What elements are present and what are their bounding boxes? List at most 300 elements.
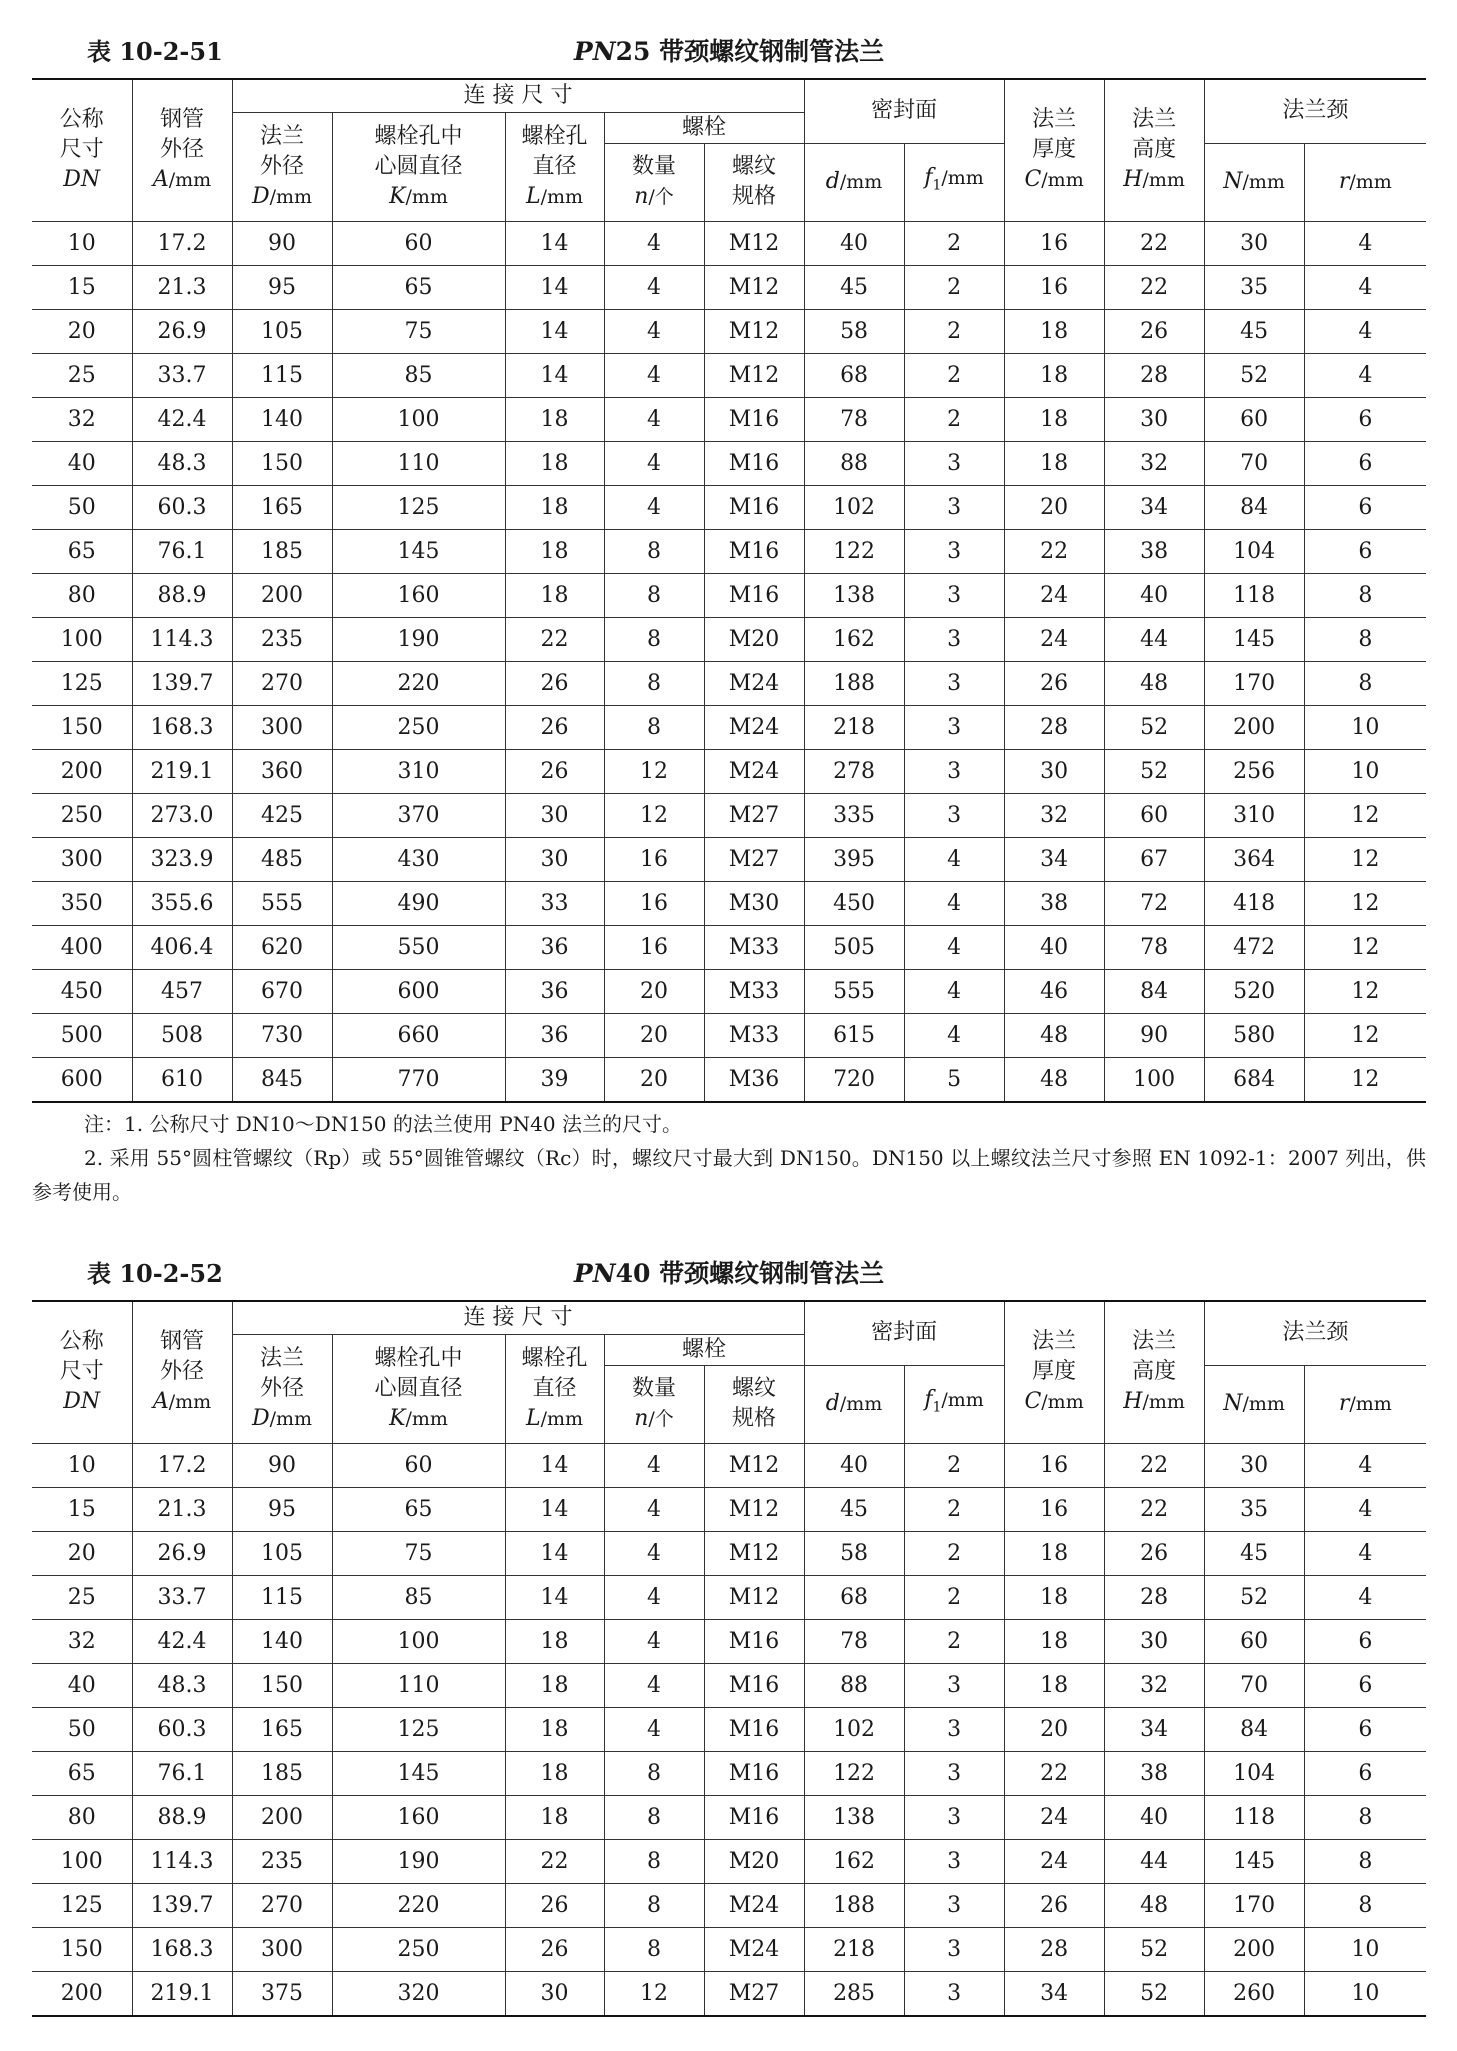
table-cell: 4 (604, 1575, 704, 1619)
table-cell: 418 (1204, 881, 1304, 925)
table-cell: 48.3 (132, 441, 232, 485)
table-cell: 125 (32, 1883, 132, 1927)
table-cell: 138 (804, 573, 904, 617)
table-notes (32, 1107, 1426, 1209)
table-cell: 85 (332, 1575, 505, 1619)
table-cell: 188 (804, 661, 904, 705)
table-cell: 104 (1204, 529, 1304, 573)
table-cell: 50 (32, 1707, 132, 1751)
table-cell: 24 (1004, 573, 1104, 617)
table-cell: 16 (1004, 221, 1104, 265)
table-cell: 6 (1304, 1751, 1426, 1795)
table-cell: 3 (904, 1927, 1004, 1971)
table-cell: 32 (1104, 441, 1204, 485)
table-cell: 8 (604, 1795, 704, 1839)
col-header-seal-d: d/mm (804, 1365, 904, 1443)
table-cell: 34 (1104, 485, 1204, 529)
table-cell: 360 (232, 749, 332, 793)
table-cell: 100 (332, 397, 505, 441)
table-row (32, 1443, 1426, 1487)
table-cell: 114.3 (132, 617, 232, 661)
table-cell: 165 (232, 1707, 332, 1751)
table-cell: M20 (704, 1839, 804, 1883)
table-row (32, 969, 1426, 1013)
table-cell: 300 (232, 705, 332, 749)
table-cell: 78 (1104, 925, 1204, 969)
table-cell: 76.1 (132, 1751, 232, 1795)
table-cell: 60 (332, 221, 505, 265)
table-cell: 4 (1304, 1531, 1426, 1575)
table-cell: 770 (332, 1057, 505, 1102)
table-cell: 2 (904, 397, 1004, 441)
table-cell: 8 (604, 661, 704, 705)
table-cell: 48 (1104, 661, 1204, 705)
table-cell: 2 (904, 1575, 1004, 1619)
table-cell: 48 (1004, 1013, 1104, 1057)
table-cell: 2 (904, 221, 1004, 265)
table-row (32, 397, 1426, 441)
table-cell: 26 (505, 1883, 604, 1927)
table-cell: M12 (704, 1443, 804, 1487)
table-row (32, 1487, 1426, 1531)
table-cell: 16 (604, 837, 704, 881)
table-cell: 730 (232, 1013, 332, 1057)
table-cell: M12 (704, 309, 804, 353)
table-body (32, 221, 1426, 1102)
table-cell: 139.7 (132, 1883, 232, 1927)
table-cell: M16 (704, 1795, 804, 1839)
table-cell: 52 (1204, 1575, 1304, 1619)
table-cell: M12 (704, 1575, 804, 1619)
col-header-seal-face: 密封面 (804, 79, 1004, 143)
table-cell: 40 (32, 1663, 132, 1707)
table-cell: 100 (32, 1839, 132, 1883)
table-row (32, 265, 1426, 309)
table-cell: 90 (232, 1443, 332, 1487)
table-cell: 555 (232, 881, 332, 925)
table-cell: 18 (505, 529, 604, 573)
table-cell: 65 (32, 529, 132, 573)
col-header-flange-od: 法兰 外径 D/mm (232, 1334, 332, 1443)
table-cell: 4 (904, 837, 1004, 881)
table-cell: 8 (604, 1751, 704, 1795)
table-cell: M12 (704, 221, 804, 265)
table-cell: M24 (704, 1883, 804, 1927)
table-row (32, 1057, 1426, 1102)
col-header-pipe-od: 钢管 外径 A/mm (132, 79, 232, 221)
table-cell: 14 (505, 1531, 604, 1575)
table-cell: 2 (904, 1531, 1004, 1575)
table-cell: 145 (332, 529, 505, 573)
table-cell: 14 (505, 353, 604, 397)
table-cell: 24 (1004, 1839, 1104, 1883)
table-cell: 6 (1304, 397, 1426, 441)
table-cell: 18 (1004, 441, 1104, 485)
table-header (32, 1301, 1426, 1443)
table-cell: 25 (32, 353, 132, 397)
table-cell: M24 (704, 705, 804, 749)
table-cell: 140 (232, 397, 332, 441)
table-cell: 32 (32, 1619, 132, 1663)
table-cell: 4 (604, 1619, 704, 1663)
table-cell: 85 (332, 353, 505, 397)
table-cell: 4 (604, 485, 704, 529)
table-cell: 10 (32, 1443, 132, 1487)
table-cell: 508 (132, 1013, 232, 1057)
table-cell: 44 (1104, 1839, 1204, 1883)
table-cell: 12 (1304, 793, 1426, 837)
col-header-neck-r: r/mm (1304, 1365, 1426, 1443)
table-cell: 60.3 (132, 485, 232, 529)
table-cell: 88.9 (132, 1795, 232, 1839)
table-cell: 40 (804, 221, 904, 265)
table-cell: 30 (1204, 221, 1304, 265)
table-cell: 68 (804, 1575, 904, 1619)
table-row (32, 793, 1426, 837)
table-cell: 70 (1204, 441, 1304, 485)
table-cell: 67 (1104, 837, 1204, 881)
flange-table (32, 1300, 1426, 2017)
table-cell: 33.7 (132, 1575, 232, 1619)
table-cell: 18 (505, 1751, 604, 1795)
table-cell: 355.6 (132, 881, 232, 925)
table-cell: 4 (604, 221, 704, 265)
table-cell: 28 (1004, 705, 1104, 749)
table-cell: 60 (1104, 793, 1204, 837)
table-cell: 34 (1004, 1971, 1104, 2016)
table-cell: 26.9 (132, 309, 232, 353)
table-cell: 310 (332, 749, 505, 793)
table-cell: 4 (1304, 221, 1426, 265)
table-cell: 100 (32, 617, 132, 661)
table-cell: 115 (232, 353, 332, 397)
table-cell: 95 (232, 1487, 332, 1531)
table-cell: 22 (1104, 265, 1204, 309)
table-cell: 310 (1204, 793, 1304, 837)
col-header-bolt-count: 数量 n/个 (604, 1365, 704, 1443)
table-cell: M33 (704, 925, 804, 969)
table-cell: 33 (505, 881, 604, 925)
table-cell: 4 (1304, 353, 1426, 397)
table-cell: M33 (704, 969, 804, 1013)
table-cell: 22 (1104, 1487, 1204, 1531)
table-cell: 270 (232, 661, 332, 705)
table-cell: 24 (1004, 617, 1104, 661)
col-header-seal-f1: $f_1/mm$ (904, 1365, 1004, 1443)
table-cell: 30 (1204, 1443, 1304, 1487)
table-cell: 118 (1204, 573, 1304, 617)
table-cell: 2 (904, 1443, 1004, 1487)
table-cell: 4 (1304, 1575, 1426, 1619)
table-cell: 114.3 (132, 1839, 232, 1883)
table-cell: 16 (1004, 1443, 1104, 1487)
table-row (32, 1927, 1426, 1971)
table-cell: 22 (1004, 529, 1104, 573)
table-cell: 65 (32, 1751, 132, 1795)
table-cell: 188 (804, 1883, 904, 1927)
table-cell: 48 (1004, 1057, 1104, 1102)
table-cell: 38 (1004, 881, 1104, 925)
table-cell: 4 (604, 397, 704, 441)
table-cell: 350 (32, 881, 132, 925)
table-cell: 26 (505, 749, 604, 793)
col-header-neck-r: r/mm (1304, 143, 1426, 221)
table-cell: 406.4 (132, 925, 232, 969)
table-cell: 4 (904, 969, 1004, 1013)
table-cell: 42.4 (132, 397, 232, 441)
table-cell: 40 (1104, 573, 1204, 617)
table-cell: 8 (1304, 617, 1426, 661)
table-cell: 4 (604, 1487, 704, 1531)
table-row (32, 1663, 1426, 1707)
table-cell: 102 (804, 1707, 904, 1751)
table-row (32, 1707, 1426, 1751)
col-header-bolt: 螺栓 (604, 1334, 804, 1365)
table-cell: M12 (704, 353, 804, 397)
table-cell: 38 (1104, 529, 1204, 573)
table-row (32, 1531, 1426, 1575)
table-cell: 4 (604, 309, 704, 353)
table-cell: 36 (505, 1013, 604, 1057)
table-cell: 78 (804, 397, 904, 441)
table-cell: 140 (232, 1619, 332, 1663)
table-cell: 219.1 (132, 1971, 232, 2016)
table-cell: 21.3 (132, 265, 232, 309)
table-cell: 150 (232, 441, 332, 485)
table-cell: 6 (1304, 1663, 1426, 1707)
table-cell: 18 (505, 1707, 604, 1751)
table-cell: 168.3 (132, 705, 232, 749)
col-header-thickness: 法兰 厚度 C/mm (1004, 79, 1104, 221)
table-cell: 395 (804, 837, 904, 881)
table-cell: 20 (604, 1057, 704, 1102)
table-row (32, 1795, 1426, 1839)
table-cell: 10 (1304, 749, 1426, 793)
table-cell: 2 (904, 309, 1004, 353)
table-cell: 18 (505, 1795, 604, 1839)
table-cell: 218 (804, 705, 904, 749)
table-cell: 30 (505, 837, 604, 881)
note-1: 注：1. 公称尺寸 DN10～DN150 的法兰使用 PN40 法兰的尺寸。 (84, 1111, 682, 1136)
table-cell: 600 (32, 1057, 132, 1102)
table-number: 表 10-2-51 (87, 37, 223, 66)
table-row (32, 485, 1426, 529)
table-cell: 6 (1304, 441, 1426, 485)
table-cell: 4 (604, 1443, 704, 1487)
table-cell: 190 (332, 617, 505, 661)
table-row (32, 353, 1426, 397)
table-cell: 125 (32, 661, 132, 705)
table-cell: 88 (804, 441, 904, 485)
table-cell: 450 (804, 881, 904, 925)
table-cell: 32 (32, 397, 132, 441)
table-cell: 17.2 (132, 1443, 232, 1487)
table-cell: M16 (704, 1619, 804, 1663)
table-cell: 170 (1204, 661, 1304, 705)
table-row (32, 749, 1426, 793)
table-cell: 4 (1304, 1487, 1426, 1531)
table-cell: 40 (32, 441, 132, 485)
table-cell: 3 (904, 749, 1004, 793)
table-block-pn40 (32, 1250, 1426, 2017)
table-cell: 30 (505, 1971, 604, 2016)
table-cell: 235 (232, 617, 332, 661)
col-header-bolt-hole: 螺栓孔 直径 L/mm (505, 1334, 604, 1443)
table-cell: 40 (804, 1443, 904, 1487)
col-header-thread-spec: 螺纹 规格 (704, 1365, 804, 1443)
table-row (32, 925, 1426, 969)
table-cell: 26 (505, 705, 604, 749)
col-header-neck-n: N/mm (1204, 143, 1304, 221)
table-cell: 6 (1304, 1707, 1426, 1751)
table-cell: 457 (132, 969, 232, 1013)
table-cell: 58 (804, 1531, 904, 1575)
table-cell: M20 (704, 617, 804, 661)
table-cell: 12 (604, 1971, 704, 2016)
table-cell: 3 (904, 1663, 1004, 1707)
table-cell: 200 (32, 1971, 132, 2016)
table-cell: 162 (804, 617, 904, 661)
col-header-flange-od: 法兰 外径 D/mm (232, 112, 332, 221)
col-header-dn: 公称 尺寸 DN (32, 1301, 132, 1443)
table-cell: 4 (604, 1707, 704, 1751)
col-header-bolt-circle: 螺栓孔中 心圆直径 K/mm (332, 1334, 505, 1443)
table-row (32, 1839, 1426, 1883)
table-cell: 65 (332, 1487, 505, 1531)
table-cell: 278 (804, 749, 904, 793)
col-header-bolt: 螺栓 (604, 112, 804, 143)
table-cell: 84 (1104, 969, 1204, 1013)
col-header-dn: 公称 尺寸 DN (32, 79, 132, 221)
table-cell: 14 (505, 1443, 604, 1487)
table-row (32, 309, 1426, 353)
table-cell: 40 (1004, 925, 1104, 969)
table-row (32, 573, 1426, 617)
col-header-thickness: 法兰 厚度 C/mm (1004, 1301, 1104, 1443)
table-cell: 200 (232, 1795, 332, 1839)
table-cell: M27 (704, 1971, 804, 2016)
table-cell: 18 (1004, 1575, 1104, 1619)
table-cell: 44 (1104, 617, 1204, 661)
table-cell: 6 (1304, 529, 1426, 573)
table-cell: 18 (1004, 353, 1104, 397)
table-cell: 28 (1004, 1927, 1104, 1971)
table-cell: 2 (904, 1487, 1004, 1531)
table-cell: 2 (904, 1619, 1004, 1663)
table-cell: 4 (604, 441, 704, 485)
table-header (32, 79, 1426, 221)
col-header-neck: 法兰颈 (1204, 1301, 1426, 1365)
table-cell: 35 (1204, 1487, 1304, 1531)
table-cell: 24 (1004, 1795, 1104, 1839)
table-cell: 472 (1204, 925, 1304, 969)
table-cell: 3 (904, 1839, 1004, 1883)
table-cell: M16 (704, 1751, 804, 1795)
table-cell: 90 (232, 221, 332, 265)
table-title: PN25 带颈螺纹钢制管法兰 (573, 37, 885, 66)
table-cell: 375 (232, 1971, 332, 2016)
table-cell: 4 (604, 1663, 704, 1707)
table-cell: 52 (1204, 353, 1304, 397)
table-cell: 3 (904, 529, 1004, 573)
table-cell: 18 (505, 397, 604, 441)
table-cell: 18 (505, 1619, 604, 1663)
table-cell: 270 (232, 1883, 332, 1927)
table-cell: 256 (1204, 749, 1304, 793)
table-cell: 3 (904, 441, 1004, 485)
table-cell: 36 (505, 925, 604, 969)
col-header-pipe-od: 钢管 外径 A/mm (132, 1301, 232, 1443)
table-cell: 320 (332, 1971, 505, 2016)
table-cell: 8 (604, 573, 704, 617)
table-cell: M16 (704, 485, 804, 529)
table-cell: 60 (1204, 1619, 1304, 1663)
table-cell: 60 (332, 1443, 505, 1487)
table-cell: 15 (32, 1487, 132, 1531)
table-cell: 8 (604, 1883, 704, 1927)
table-cell: 65 (332, 265, 505, 309)
table-cell: 684 (1204, 1057, 1304, 1102)
table-cell: 10 (1304, 1971, 1426, 2016)
table-cell: 145 (1204, 617, 1304, 661)
table-cell: 3 (904, 1883, 1004, 1927)
table-row (32, 1883, 1426, 1927)
table-cell: 20 (1004, 485, 1104, 529)
table-cell: 16 (604, 881, 704, 925)
table-cell: 14 (505, 221, 604, 265)
table-cell: M16 (704, 441, 804, 485)
table-cell: 4 (1304, 309, 1426, 353)
table-cell: 105 (232, 309, 332, 353)
table-cell: 4 (604, 353, 704, 397)
col-header-seal-face: 密封面 (804, 1301, 1004, 1365)
table-cell: 18 (505, 441, 604, 485)
table-cell: 190 (332, 1839, 505, 1883)
table-cell: 45 (804, 1487, 904, 1531)
table-cell: 600 (332, 969, 505, 1013)
table-cell: 12 (1304, 969, 1426, 1013)
table-cell: 20 (1004, 1707, 1104, 1751)
table-row (32, 221, 1426, 265)
table-row (32, 441, 1426, 485)
table-cell: 610 (132, 1057, 232, 1102)
col-header-height: 法兰 高度 H/mm (1104, 1301, 1204, 1443)
table-cell: 162 (804, 1839, 904, 1883)
table-cell: 12 (1304, 837, 1426, 881)
table-cell: M30 (704, 881, 804, 925)
table-cell: 16 (1004, 1487, 1104, 1531)
col-header-height: 法兰 高度 H/mm (1104, 79, 1204, 221)
table-cell: M27 (704, 837, 804, 881)
table-cell: 45 (804, 265, 904, 309)
table-cell: 250 (332, 1927, 505, 1971)
table-cell: 8 (1304, 661, 1426, 705)
table-cell: 30 (505, 793, 604, 837)
table-cell: 8 (1304, 1795, 1426, 1839)
col-header-bolt-count: 数量 n/个 (604, 143, 704, 221)
table-cell: 430 (332, 837, 505, 881)
table-cell: 115 (232, 1575, 332, 1619)
table-cell: 25 (32, 1575, 132, 1619)
table-row (32, 1013, 1426, 1057)
table-cell: M24 (704, 749, 804, 793)
table-cell: 122 (804, 1751, 904, 1795)
table-cell: 12 (1304, 925, 1426, 969)
col-header-neck: 法兰颈 (1204, 79, 1426, 143)
table-cell: 26.9 (132, 1531, 232, 1575)
table-cell: 72 (1104, 881, 1204, 925)
table-cell: M12 (704, 1487, 804, 1531)
